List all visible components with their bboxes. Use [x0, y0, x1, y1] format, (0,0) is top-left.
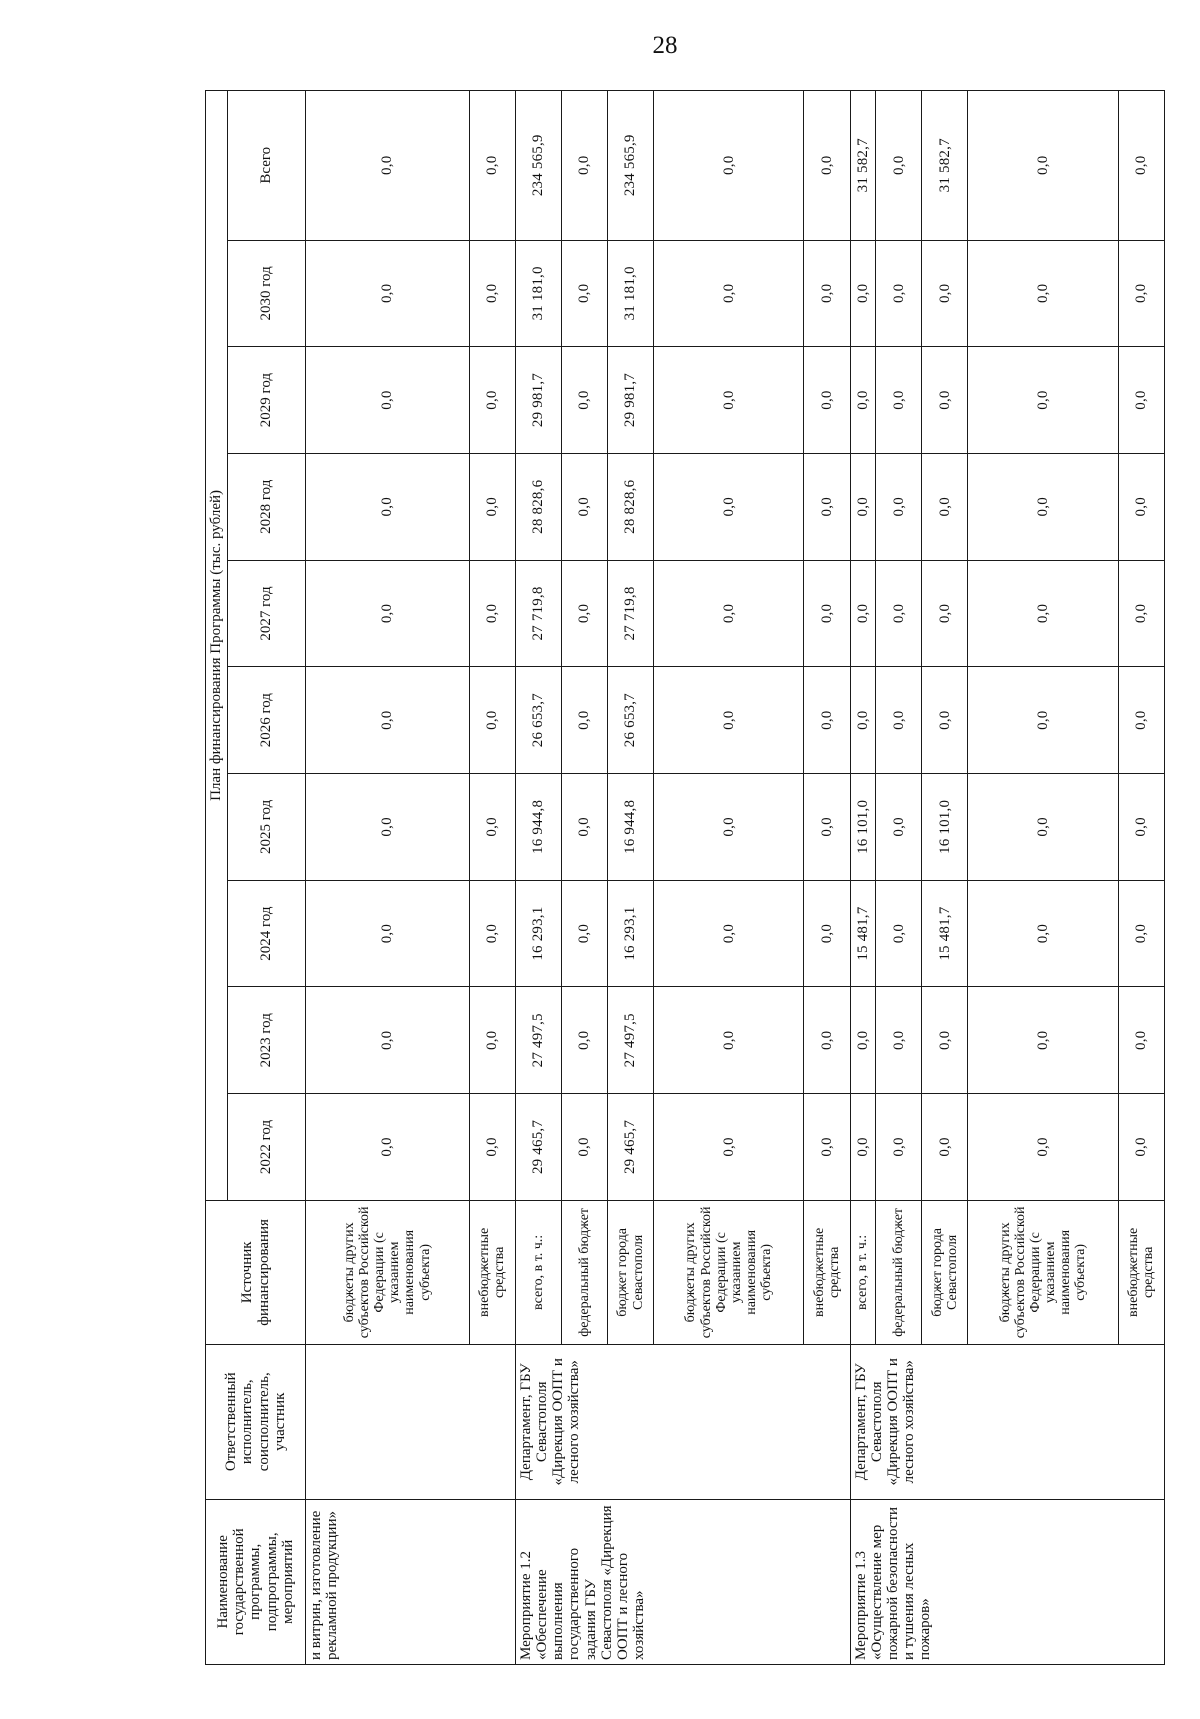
year-value-cell: 0,0: [876, 774, 922, 881]
year-value-cell: 0,0: [850, 453, 876, 560]
year-value-cell: 0,0: [876, 560, 922, 667]
year-value-cell: 16 293,1: [607, 880, 653, 987]
year-value-cell: 0,0: [469, 453, 515, 560]
funding-source-cell: всего, в т. ч.:: [515, 1200, 561, 1344]
year-value-cell: 27 719,8: [607, 560, 653, 667]
year-value-cell: 0,0: [561, 453, 607, 560]
year-value-cell: 0,0: [561, 347, 607, 454]
responsible-cell: Департамент, ГБУ Севастополя «Дирекция ООПТ и лесного хозяйства»: [515, 1344, 850, 1499]
year-value-cell: 0,0: [968, 774, 1118, 881]
year-value-cell: 0,0: [561, 987, 607, 1094]
table-row: [306, 91, 470, 1665]
year-value-cell: 29 981,7: [515, 347, 561, 454]
year-value-cell: 0,0: [804, 453, 850, 560]
year-value-cell: 0,0: [804, 347, 850, 454]
year-value-cell: 0,0: [850, 1094, 876, 1201]
total-value-cell: 31 582,7: [850, 91, 876, 241]
year-value-cell: 0,0: [654, 667, 804, 774]
year-value-cell: 0,0: [561, 667, 607, 774]
year-value-cell: 28 828,6: [515, 453, 561, 560]
year-value-cell: 0,0: [306, 240, 470, 347]
year-value-cell: 0,0: [968, 240, 1118, 347]
year-value-cell: 0,0: [922, 347, 968, 454]
year-value-cell: 29 465,7: [607, 1094, 653, 1201]
page-number: 28: [652, 32, 678, 59]
year-value-cell: 0,0: [1118, 240, 1164, 347]
header-year: 2028 год: [228, 453, 306, 560]
total-value-cell: 0,0: [306, 91, 470, 241]
year-value-cell: 0,0: [469, 560, 515, 667]
year-value-cell: 0,0: [561, 240, 607, 347]
year-value-cell: 0,0: [306, 667, 470, 774]
year-value-cell: 0,0: [654, 1094, 804, 1201]
year-value-cell: 29 465,7: [515, 1094, 561, 1201]
year-value-cell: 0,0: [876, 880, 922, 987]
funding-source-cell: бюджеты других субъектов Российской Федерации (с указанием наименования субъекта): [654, 1200, 804, 1344]
year-value-cell: 0,0: [561, 880, 607, 987]
year-value-cell: 0,0: [561, 1094, 607, 1201]
year-value-cell: 0,0: [968, 560, 1118, 667]
year-value-cell: 0,0: [654, 560, 804, 667]
funding-source-cell: федеральный бюджет: [876, 1200, 922, 1344]
year-value-cell: 0,0: [804, 774, 850, 881]
year-value-cell: 0,0: [876, 667, 922, 774]
year-value-cell: 0,0: [1118, 560, 1164, 667]
year-value-cell: 0,0: [922, 453, 968, 560]
year-value-cell: 0,0: [850, 987, 876, 1094]
year-value-cell: 27 497,5: [515, 987, 561, 1094]
funding-source-cell: внебюджетные средства: [469, 1200, 515, 1344]
year-value-cell: 0,0: [306, 347, 470, 454]
year-value-cell: 0,0: [1118, 453, 1164, 560]
year-value-cell: 0,0: [469, 774, 515, 881]
table-body: [306, 91, 1165, 1665]
year-value-cell: 0,0: [469, 347, 515, 454]
rotated-table-container: [205, 90, 1165, 1665]
total-value-cell: 234 565,9: [515, 91, 561, 241]
header-year: 2027 год: [228, 560, 306, 667]
year-value-cell: 0,0: [1118, 1094, 1164, 1201]
table-row: [850, 91, 876, 1665]
funding-source-cell: федеральный бюджет: [561, 1200, 607, 1344]
year-value-cell: 0,0: [469, 667, 515, 774]
funding-source-cell: бюджет города Севастополя: [922, 1200, 968, 1344]
year-value-cell: 0,0: [1118, 347, 1164, 454]
year-value-cell: 0,0: [306, 560, 470, 667]
year-value-cell: 0,0: [561, 560, 607, 667]
year-value-cell: 0,0: [922, 240, 968, 347]
header-plan: План финансирования Программы (тыс. рублей): [206, 91, 228, 1201]
year-value-cell: 31 181,0: [607, 240, 653, 347]
year-value-cell: 0,0: [922, 667, 968, 774]
header-total: Всего: [228, 91, 306, 241]
year-value-cell: 0,0: [876, 987, 922, 1094]
year-value-cell: 0,0: [469, 987, 515, 1094]
year-value-cell: 0,0: [922, 560, 968, 667]
year-value-cell: 0,0: [1118, 667, 1164, 774]
total-value-cell: 234 565,9: [607, 91, 653, 241]
header-year: 2029 год: [228, 347, 306, 454]
year-value-cell: 0,0: [968, 987, 1118, 1094]
year-value-cell: 0,0: [654, 774, 804, 881]
year-value-cell: 0,0: [850, 347, 876, 454]
year-value-cell: 26 653,7: [515, 667, 561, 774]
year-value-cell: 31 181,0: [515, 240, 561, 347]
year-value-cell: 0,0: [804, 667, 850, 774]
funding-source-cell: внебюджетные средства: [804, 1200, 850, 1344]
year-value-cell: 0,0: [654, 453, 804, 560]
year-value-cell: 0,0: [306, 453, 470, 560]
responsible-cell: Департамент, ГБУ Севастополя «Дирекция ООПТ и лесного хозяйства»: [850, 1344, 1164, 1499]
total-value-cell: 0,0: [876, 91, 922, 241]
year-value-cell: 0,0: [654, 987, 804, 1094]
year-value-cell: 0,0: [561, 774, 607, 881]
year-value-cell: 0,0: [306, 1094, 470, 1201]
year-value-cell: 27 497,5: [607, 987, 653, 1094]
header-year: 2023 год: [228, 987, 306, 1094]
year-value-cell: 16 101,0: [850, 774, 876, 881]
measure-name-cell: Мероприятие 1.2 «Обеспечение выполнения государственного задания ГБУ Севастополя «Дирекция ООПТ и лесного хозяйства»: [515, 1499, 850, 1664]
year-value-cell: 16 293,1: [515, 880, 561, 987]
responsible-cell: [306, 1344, 516, 1499]
year-value-cell: 0,0: [968, 667, 1118, 774]
year-value-cell: 0,0: [850, 667, 876, 774]
year-value-cell: 0,0: [804, 987, 850, 1094]
year-value-cell: 0,0: [469, 1094, 515, 1201]
year-value-cell: 0,0: [968, 347, 1118, 454]
funding-source-cell: внебюджетные средства: [1118, 1200, 1164, 1344]
measure-name-cell: и витрин, изготовление рекламной продукции»: [306, 1499, 516, 1664]
year-value-cell: 27 719,8: [515, 560, 561, 667]
total-value-cell: 0,0: [1118, 91, 1164, 241]
year-value-cell: 0,0: [306, 987, 470, 1094]
year-value-cell: 0,0: [876, 347, 922, 454]
year-value-cell: 0,0: [850, 560, 876, 667]
header-row-top: [206, 91, 228, 1665]
year-value-cell: 16 944,8: [607, 774, 653, 881]
total-value-cell: 0,0: [968, 91, 1118, 241]
total-value-cell: 0,0: [561, 91, 607, 241]
year-value-cell: 0,0: [804, 1094, 850, 1201]
total-value-cell: 0,0: [654, 91, 804, 241]
funding-source-cell: бюджеты других субъектов Российской Федерации (с указанием наименования субъекта): [306, 1200, 470, 1344]
year-value-cell: 0,0: [306, 880, 470, 987]
year-value-cell: 0,0: [1118, 880, 1164, 987]
year-value-cell: 0,0: [306, 774, 470, 881]
table-row: [515, 91, 561, 1665]
funding-source-cell: бюджеты других субъектов Российской Федерации (с указанием наименования субъекта): [968, 1200, 1118, 1344]
year-value-cell: 0,0: [469, 240, 515, 347]
total-value-cell: 0,0: [469, 91, 515, 241]
year-value-cell: 0,0: [654, 880, 804, 987]
year-value-cell: 0,0: [1118, 774, 1164, 881]
header-year: 2022 год: [228, 1094, 306, 1201]
funding-source-cell: всего, в т. ч.:: [850, 1200, 876, 1344]
year-value-cell: 28 828,6: [607, 453, 653, 560]
header-responsible: Ответственный исполнитель, соисполнитель, участник: [206, 1344, 306, 1499]
year-value-cell: 15 481,7: [922, 880, 968, 987]
year-value-cell: 0,0: [804, 560, 850, 667]
header-year: 2026 год: [228, 667, 306, 774]
year-value-cell: 26 653,7: [607, 667, 653, 774]
year-value-cell: 29 981,7: [607, 347, 653, 454]
year-value-cell: 15 481,7: [850, 880, 876, 987]
header-year: 2024 год: [228, 880, 306, 987]
total-value-cell: 0,0: [804, 91, 850, 241]
year-value-cell: 0,0: [469, 880, 515, 987]
header-year: 2030 год: [228, 240, 306, 347]
total-value-cell: 31 582,7: [922, 91, 968, 241]
year-value-cell: 0,0: [876, 240, 922, 347]
year-value-cell: 0,0: [1118, 987, 1164, 1094]
year-value-cell: 0,0: [654, 347, 804, 454]
year-value-cell: 16 101,0: [922, 774, 968, 881]
year-value-cell: 0,0: [968, 1094, 1118, 1201]
header-year: 2025 год: [228, 774, 306, 881]
year-value-cell: 0,0: [876, 453, 922, 560]
year-value-cell: 16 944,8: [515, 774, 561, 881]
year-value-cell: 0,0: [850, 240, 876, 347]
financing-table: [205, 90, 1165, 1665]
header-source: Источник финансирования: [206, 1200, 306, 1344]
header-name: Наименование государственной программы, подпрограммы, мероприятий: [206, 1499, 306, 1664]
year-value-cell: 0,0: [804, 240, 850, 347]
year-value-cell: 0,0: [968, 453, 1118, 560]
year-value-cell: 0,0: [922, 1094, 968, 1201]
measure-name-cell: Мероприятие 1.3 «Осуществление мер пожарной безопасности и тушения лесных пожаров»: [850, 1499, 1164, 1664]
funding-source-cell: бюджет города Севастополя: [607, 1200, 653, 1344]
year-value-cell: 0,0: [654, 240, 804, 347]
year-value-cell: 0,0: [968, 880, 1118, 987]
year-value-cell: 0,0: [804, 880, 850, 987]
year-value-cell: 0,0: [876, 1094, 922, 1201]
year-value-cell: 0,0: [922, 987, 968, 1094]
